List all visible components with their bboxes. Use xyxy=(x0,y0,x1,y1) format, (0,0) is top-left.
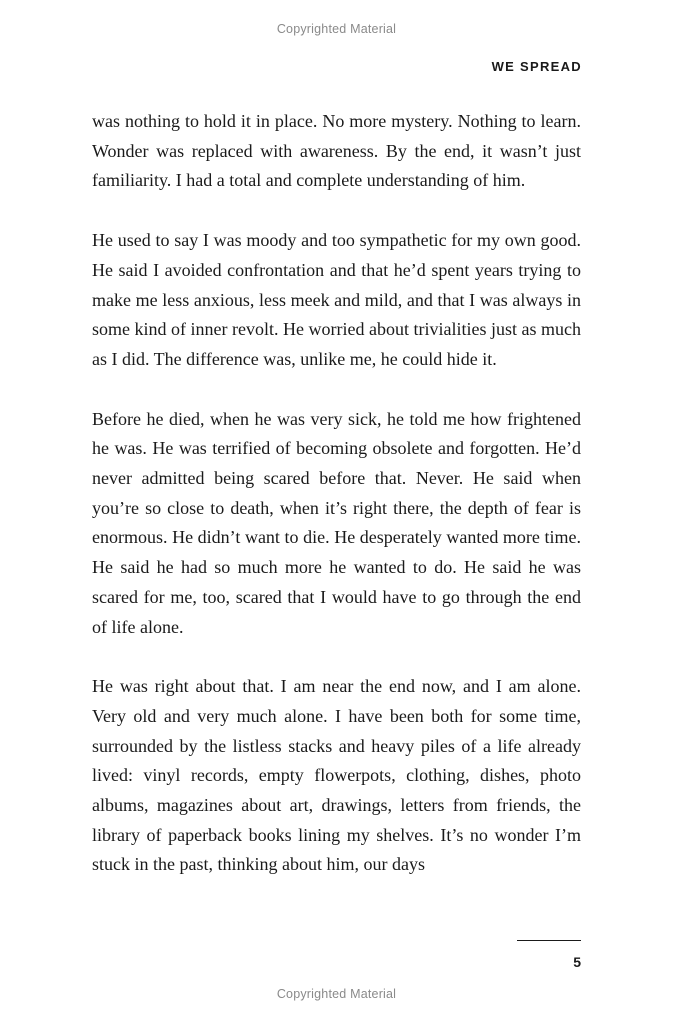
running-head: WE SPREAD xyxy=(491,59,582,74)
footer-rule xyxy=(517,940,581,941)
paragraph-4: He was right about that. I am near the end now, and I am alone. Very old and very much alone. I have been both for some time, surrounded by the listless stacks and heavy piles of a life already lived: vinyl records, empty flowerpots, clothing, dishes, photo albums, magazines about art, drawings, letters from friends, the library of paperback books lining my shelves. It’s no wonder I’m stuck in the past, thinking about him, our days xyxy=(92,676,581,875)
copyright-watermark-bottom: Copyrighted Material xyxy=(276,987,397,1001)
page-number: 5 xyxy=(573,954,581,970)
paragraph-3: Before he died, when he was very sick, he told me how frightened he was. He was terrified of becoming obsolete and forgotten. He’d never admitted being scared before that. Never. He said when you’re so close to death, when it’s right there, the depth of fear is enormous. He didn’t want to die. He desperately wanted more time. He said he had so much more he wanted to do. He said he was scared for me, too, scared that I would have to go through the end of life alone. xyxy=(92,408,581,637)
copyright-watermark-top: Copyrighted Material xyxy=(276,22,397,36)
body-text xyxy=(92,107,581,880)
paragraph-1: was nothing to hold it in place. No more mystery. Nothing to learn. Wonder was replaced with awareness. By the end, it wasn’t just familiarity. I had a total and complete understanding of him. xyxy=(92,111,581,191)
paragraph-2: He used to say I was moody and too sympathetic for my own good. He said I avoided confrontation and that he’d spent years trying to make me less anxious, less meek and mild, and that I was always in some kind of inner revolt. He worried about trivialities just as much as I did. The difference was, unlike me, he could hide it. xyxy=(92,230,581,369)
